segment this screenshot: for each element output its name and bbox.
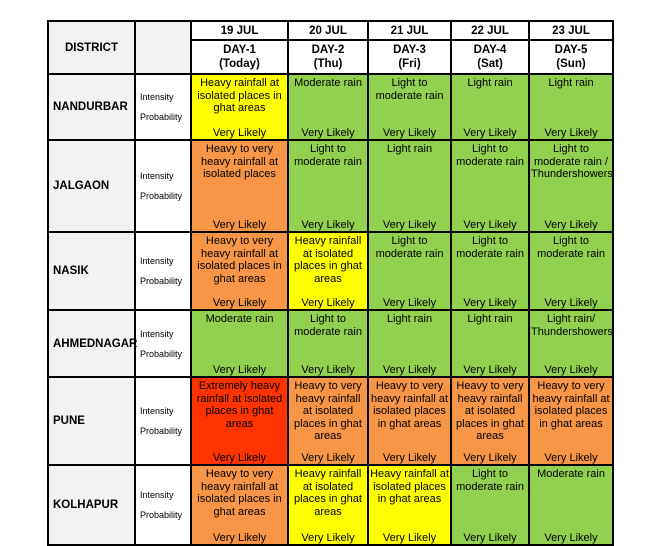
intensity-text: Moderate rain — [205, 313, 274, 325]
day-header — [451, 40, 529, 74]
probability-text: Very Likely — [212, 363, 267, 376]
probability-text: Very Likely — [544, 218, 598, 231]
forecast-cell — [451, 465, 529, 545]
day-name: (Sat) — [477, 58, 503, 70]
intensity-label: Intensity — [140, 256, 174, 266]
district-name: NASIK — [48, 232, 135, 310]
district-name: JALGAON — [48, 140, 135, 232]
forecast-cell — [191, 465, 288, 545]
district-row — [48, 310, 613, 377]
forecast-cell — [451, 377, 529, 465]
probability-label: Probability — [140, 510, 183, 520]
header-date-row — [48, 21, 613, 40]
forecast-cell — [451, 310, 529, 377]
intensity-text: Light to moderate rain — [375, 235, 444, 260]
intensity-text: Heavy to very heavy rainfall at isolated places in ghat areas — [370, 380, 449, 430]
intensity-text: Heavy to very heavy rainfall at isolated places in ghat areas — [197, 235, 282, 285]
probability-text: Very Likely — [382, 296, 437, 309]
day-header — [529, 40, 613, 74]
date-header: 20 JUL — [288, 21, 368, 40]
district-name: PUNE — [48, 377, 135, 465]
forecast-cell — [288, 310, 368, 377]
forecast-cell — [451, 74, 529, 140]
date-header: 19 JUL — [191, 21, 288, 40]
intensity-text: Light rain — [548, 77, 594, 89]
intensity-text: Light rain — [467, 313, 513, 325]
intensity-text: Light to moderate rain — [294, 313, 362, 338]
probability-text: Very Likely — [382, 451, 437, 464]
day-name: (Fri) — [398, 58, 421, 70]
forecast-cell — [288, 140, 368, 232]
probability-text: Very Likely — [301, 363, 355, 376]
day-number: DAY-5 — [554, 44, 588, 56]
row-labels — [135, 310, 191, 377]
intensity-text: Extremely heavy rainfall at isolated places in ghat areas — [196, 380, 283, 430]
intensity-text: Heavy to very heavy rainfall at isolated places in ghat areas — [294, 380, 362, 442]
probability-text: Very Likely — [382, 363, 437, 376]
row-labels — [135, 377, 191, 465]
row-labels — [135, 74, 191, 140]
intensity-text: Light to moderate rain — [375, 77, 444, 102]
forecast-cell — [368, 465, 451, 545]
day-header — [368, 40, 451, 74]
district-row — [48, 377, 613, 465]
district-row — [48, 74, 613, 140]
probability-label: Probability — [140, 112, 183, 122]
probability-text: Very Likely — [382, 531, 437, 544]
day-name: (Thu) — [313, 58, 343, 70]
district-forecast-table — [47, 20, 614, 546]
row-labels — [135, 140, 191, 232]
probability-text: Very Likely — [382, 218, 437, 231]
forecast-cell — [191, 232, 288, 310]
intensity-text: Moderate rain — [537, 468, 605, 480]
day-number: DAY-3 — [393, 44, 426, 56]
probability-text: Very Likely — [544, 126, 598, 139]
forecast-cell — [288, 377, 368, 465]
probability-text: Very Likely — [301, 451, 355, 464]
intensity-label: Intensity — [140, 171, 174, 181]
probability-text: Very Likely — [212, 126, 267, 139]
intensity-text: Heavy to very heavy rainfall at isolated places in ghat areas — [456, 380, 524, 442]
intensity-text: Light rain — [386, 143, 433, 155]
probability-text: Very Likely — [301, 126, 355, 139]
probability-text: Very Likely — [212, 531, 267, 544]
day-name: (Today) — [219, 58, 260, 70]
district-row — [48, 232, 613, 310]
probability-text: Very Likely — [212, 296, 267, 309]
intensity-text: Heavy rainfall at isolated places in ghat areas — [294, 468, 362, 518]
intensity-text: Moderate rain — [294, 77, 362, 89]
district-name: NANDURBAR — [48, 74, 135, 140]
intensity-text: Heavy rainfall at isolated places in ghat areas — [294, 235, 362, 285]
district-row — [48, 140, 613, 232]
intensity-label: Intensity — [140, 490, 174, 500]
intensity-text: Heavy to very heavy rainfall at isolated places in ghat areas — [197, 468, 282, 518]
probability-label: Probability — [140, 348, 183, 359]
probability-label: Probability — [140, 276, 183, 286]
intensity-text: Light to moderate rain / Thundershowers — [531, 143, 613, 180]
forecast-body — [48, 74, 613, 545]
intensity-text: Light rain — [467, 77, 513, 89]
forecast-cell — [191, 377, 288, 465]
intensity-text: Light to moderate rain — [294, 143, 362, 168]
intensity-text: Light to moderate rain — [456, 235, 524, 260]
probability-label: Probability — [140, 191, 183, 201]
forecast-cell — [529, 377, 613, 465]
date-header: 22 JUL — [451, 21, 529, 40]
probability-text: Very Likely — [544, 451, 598, 464]
date-header: 23 JUL — [529, 21, 613, 40]
forecast-cell — [368, 232, 451, 310]
probability-text: Very Likely — [544, 363, 598, 376]
probability-text: Very Likely — [463, 126, 517, 139]
row-labels — [135, 232, 191, 310]
day-header — [288, 40, 368, 74]
day-number: DAY-1 — [223, 44, 256, 56]
forecast-cell — [288, 232, 368, 310]
intensity-text: Heavy to very heavy rainfall at isolated places — [200, 143, 279, 180]
forecast-cell — [451, 232, 529, 310]
forecast-cell — [529, 232, 613, 310]
day-number: DAY-4 — [473, 44, 507, 56]
probability-text: Very Likely — [463, 531, 517, 544]
forecast-cell — [529, 74, 613, 140]
intensity-text: Light to moderate rain — [537, 235, 605, 260]
probability-text: Very Likely — [463, 218, 517, 231]
probability-text: Very Likely — [544, 531, 598, 544]
day-header — [191, 40, 288, 74]
forecast-cell — [288, 74, 368, 140]
probability-label: Probability — [140, 426, 183, 436]
intensity-text: Heavy to very heavy rainfall at isolated places in ghat areas — [532, 380, 610, 430]
probability-text: Very Likely — [212, 218, 267, 231]
intensity-label: Intensity — [140, 406, 174, 416]
forecast-cell — [368, 140, 451, 232]
probability-text: Very Likely — [301, 531, 355, 544]
probability-text: Very Likely — [301, 218, 355, 231]
day-name: (Sun) — [556, 58, 586, 70]
date-header: 21 JUL — [368, 21, 451, 40]
day-number: DAY-2 — [311, 44, 345, 56]
probability-text: Very Likely — [544, 296, 598, 309]
forecast-cell — [368, 310, 451, 377]
forecast-cell — [191, 310, 288, 377]
forecast-table-container — [47, 20, 614, 546]
probability-text: Very Likely — [301, 296, 355, 309]
row-labels — [135, 465, 191, 545]
intensity-label: Intensity — [140, 92, 174, 102]
intensity-text: Light to moderate rain — [456, 468, 524, 493]
probability-text: Very Likely — [463, 296, 517, 309]
forecast-cell — [451, 140, 529, 232]
intensity-text: Light rain — [386, 313, 433, 325]
intensity-text: Light to moderate rain — [456, 143, 524, 168]
forecast-cell — [368, 74, 451, 140]
intensity-text: Heavy rainfall at isolated places in ghat areas — [370, 468, 449, 505]
forecast-cell — [288, 465, 368, 545]
label-column-header — [135, 21, 191, 74]
probability-text: Very Likely — [382, 126, 437, 139]
forecast-cell — [529, 140, 613, 232]
district-column-header: DISTRICT — [48, 21, 135, 74]
probability-text: Very Likely — [212, 451, 267, 464]
district-row — [48, 465, 613, 545]
forecast-cell — [529, 310, 613, 377]
intensity-text: Heavy rainfall at isolated places in ghat areas — [197, 77, 282, 114]
forecast-cell — [191, 140, 288, 232]
probability-text: Very Likely — [463, 363, 517, 376]
intensity-text: Light rain/ Thundershowers — [531, 313, 613, 338]
forecast-cell — [529, 465, 613, 545]
district-name: KOLHAPUR — [48, 465, 135, 545]
probability-text: Very Likely — [463, 451, 517, 464]
forecast-cell — [191, 74, 288, 140]
district-name: AHMEDNAGAR — [48, 310, 135, 377]
forecast-cell — [368, 377, 451, 465]
intensity-label: Intensity — [140, 328, 174, 339]
